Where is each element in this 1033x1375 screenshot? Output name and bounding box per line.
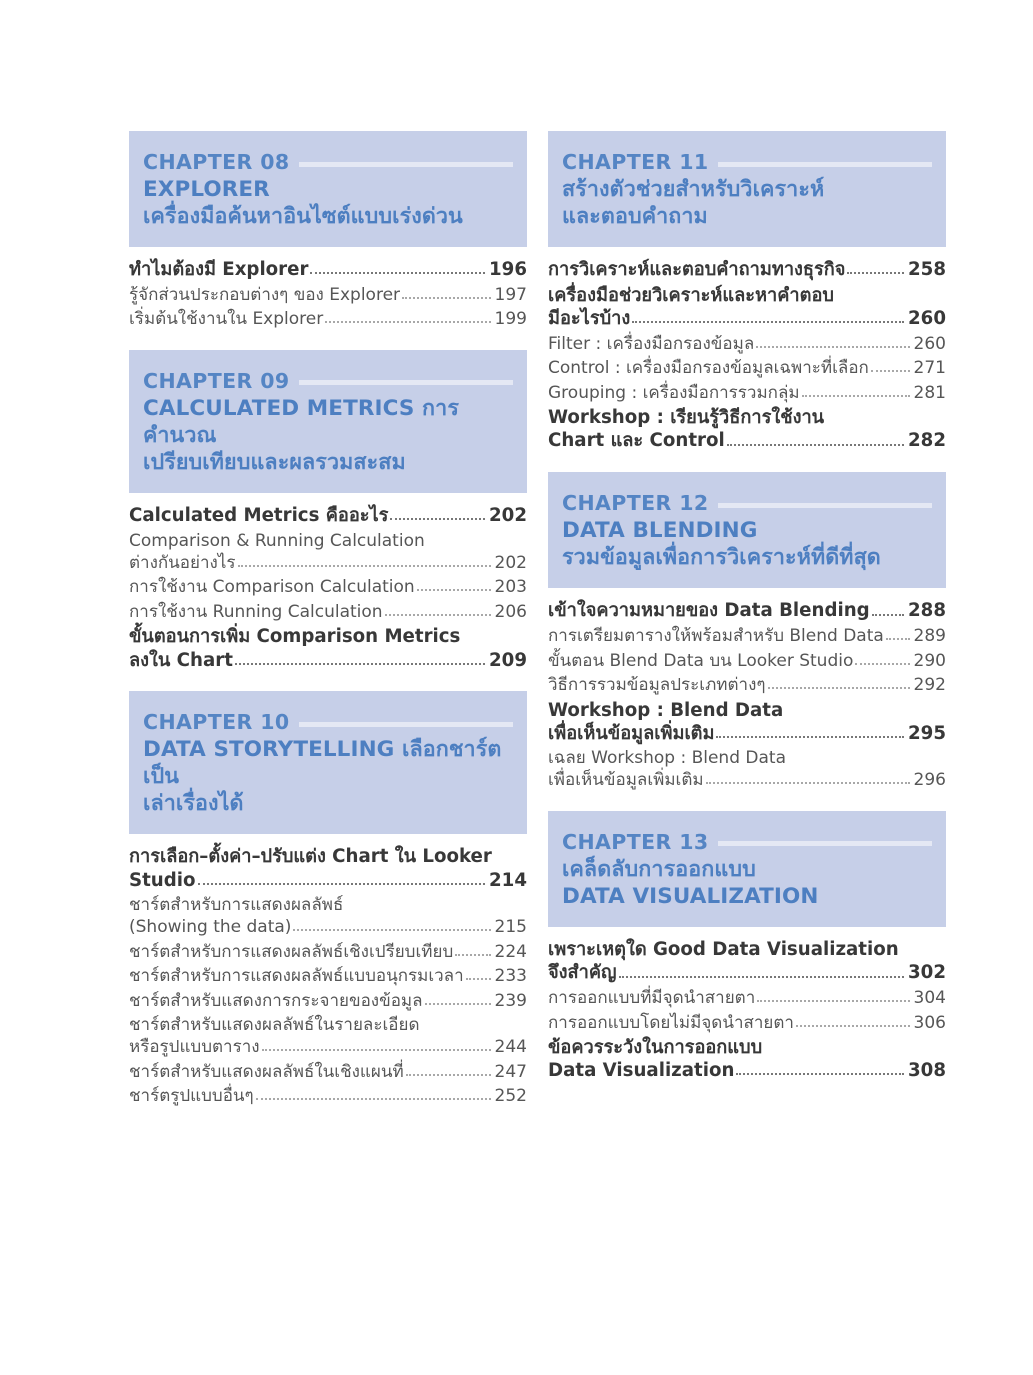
toc-leader-dots xyxy=(390,517,485,520)
chapter-entries-chapter-11 xyxy=(548,249,946,472)
chapter-rule-decoration xyxy=(299,162,513,167)
toc-entry-text: ต่างกันอย่างไร xyxy=(129,552,236,573)
chapter-title-line: EXPLORER xyxy=(143,177,270,202)
toc-page-number: 271 xyxy=(913,358,946,379)
toc-leader-dots xyxy=(256,1097,491,1100)
chapter-title-line: เปรียบเทียบและผลรวมสะสม xyxy=(143,450,406,476)
toc-entry[interactable] xyxy=(548,382,946,403)
toc-entry[interactable] xyxy=(129,941,527,962)
chapter-entries-chapter-09 xyxy=(129,495,527,691)
toc-entry[interactable] xyxy=(548,677,946,694)
toc-entry[interactable] xyxy=(129,1017,527,1034)
toc-leader-dots xyxy=(425,1002,491,1005)
toc-entry-text: Chart และ Control xyxy=(548,430,725,452)
toc-entry[interactable] xyxy=(129,507,527,525)
toc-page-number: 233 xyxy=(494,966,527,987)
chapter-header-chapter-11 xyxy=(548,131,946,247)
toc-entry[interactable] xyxy=(129,552,527,573)
chapter-label: CHAPTER 09 xyxy=(143,368,290,393)
chapter-label-row xyxy=(143,710,513,735)
toc-entry-text: เพื่อเห็นข้อมูลเพิ่มเติม xyxy=(548,770,704,791)
chapter-entries-chapter-08 xyxy=(129,249,527,350)
toc-entry-text: จึงสำคัญ xyxy=(548,962,617,984)
toc-page-number: 247 xyxy=(494,1061,527,1082)
toc-page-number: 258 xyxy=(908,259,946,281)
toc-entry-text: มีอะไรบ้าง xyxy=(548,308,631,330)
chapter-label-row xyxy=(562,830,932,855)
chapter-title-line: เคล็ดลับการออกแบบ xyxy=(562,856,756,882)
toc-entry-text: รู้จักส่วนประกอบต่างๆ ของ Explorer xyxy=(129,284,401,305)
toc-page-number: 282 xyxy=(908,430,946,452)
toc-entry[interactable] xyxy=(129,1088,527,1105)
toc-entry-text: เฉลย Workshop : Blend Data xyxy=(548,748,786,769)
toc-page-number: 196 xyxy=(489,259,527,281)
toc-entry-text: Workshop : เรียนรู้วิธีการใช้งาน xyxy=(548,407,825,429)
chapter-rule-decoration xyxy=(718,503,932,508)
toc-leader-dots xyxy=(716,735,904,738)
toc-leader-dots xyxy=(325,320,490,323)
toc-leader-dots xyxy=(293,928,490,931)
toc-entry-text: ขั้นตอนการเพิ่ม Comparison Metrics xyxy=(129,626,461,648)
toc-entry[interactable] xyxy=(129,968,527,985)
toc-leader-dots xyxy=(262,1048,491,1051)
chapter-title-line: DATA STORYTELLING เลือกชาร์ตเป็น xyxy=(143,737,502,790)
chapter-title-line: เครื่องมือค้นหาอินไซต์แบบเร่งด่วน xyxy=(143,204,463,230)
chapter-header-chapter-10 xyxy=(129,691,527,834)
toc-leader-dots xyxy=(238,564,491,567)
chapter-label: CHAPTER 13 xyxy=(562,829,709,854)
chapter-rule-decoration xyxy=(299,380,513,385)
toc-page-number: 209 xyxy=(489,649,527,671)
chapter-entries-chapter-13 xyxy=(548,929,946,1102)
toc-entry[interactable] xyxy=(548,284,946,306)
toc-entry-text: ข้อควรระวังในการออกแบบ xyxy=(548,1037,763,1058)
toc-entry-text: วิธีการรวมข้อมูลประเภทต่างๆ xyxy=(548,675,766,696)
toc-entry-text: การใช้งาน Running Calculation xyxy=(129,601,383,622)
toc-entry[interactable] xyxy=(548,722,946,744)
toc-entry[interactable] xyxy=(548,333,946,354)
chapter-entries-chapter-12 xyxy=(548,590,946,811)
toc-entry-text: ลงใน Chart xyxy=(129,649,233,671)
chapter-entries-chapter-10 xyxy=(129,836,527,1126)
chapter-title xyxy=(143,736,513,817)
chapter-title xyxy=(562,176,932,230)
chapter-label: CHAPTER 10 xyxy=(143,710,290,735)
toc-columns xyxy=(129,131,947,1127)
toc-entry-text: ชาร์ตรูปแบบอื่นๆ xyxy=(129,1086,254,1107)
toc-entry[interactable] xyxy=(129,311,527,328)
toc-entry-text: เครื่องมือช่วยวิเคราะห์และหาคำตอบ xyxy=(548,284,834,306)
toc-entry[interactable] xyxy=(548,941,946,959)
toc-entry[interactable] xyxy=(548,409,946,427)
toc-entry[interactable] xyxy=(129,601,527,622)
chapter-label-row xyxy=(562,491,932,516)
toc-entry-text: Comparison & Running Calculation xyxy=(129,530,425,551)
chapter-title-line: CALCULATED METRICS การคำนวณ xyxy=(143,395,459,448)
toc-entry-text: เพื่อเห็นข้อมูลเพิ่มเติม xyxy=(548,722,715,744)
toc-entry-text: ชาร์ตสำหรับการแสดงผลลัพธ์ xyxy=(129,895,344,916)
toc-entry[interactable] xyxy=(548,964,946,982)
toc-page-number: 214 xyxy=(489,869,527,891)
toc-leader-dots xyxy=(847,271,904,274)
toc-entry[interactable] xyxy=(548,1062,946,1080)
chapter-label: CHAPTER 08 xyxy=(143,150,290,174)
toc-entry-text: Filter : เครื่องมือกรองข้อมูล xyxy=(548,333,755,354)
toc-page-number: 288 xyxy=(908,600,946,622)
toc-page-number: 244 xyxy=(494,1037,527,1058)
toc-entry[interactable] xyxy=(129,897,527,914)
chapter-title xyxy=(143,176,513,230)
toc-page-number: 206 xyxy=(494,601,527,622)
toc-entry-text: การออกแบบโดยไม่มีจุดนำสายตา xyxy=(548,1012,794,1033)
chapter-rule-decoration xyxy=(299,722,513,727)
toc-entry[interactable] xyxy=(129,990,527,1011)
chapter-title-line: DATA BLENDING xyxy=(562,518,758,544)
toc-entry[interactable] xyxy=(548,310,946,328)
toc-column-right xyxy=(548,131,946,1127)
toc-entry[interactable] xyxy=(129,530,527,551)
toc-entry-text: เริ่มต้นใช้งานใน Explorer xyxy=(129,309,324,330)
toc-leader-dots xyxy=(706,781,910,784)
toc-entry-text: การออกแบบที่มีจุดนำสายตา xyxy=(548,988,756,1008)
toc-entry-text: (Showing the data) xyxy=(129,917,292,938)
toc-entry[interactable] xyxy=(129,579,527,596)
toc-entry-text: ชาร์ตสำหรับแสดงผลลัพธ์ในรายละเอียด xyxy=(129,1015,420,1036)
toc-entry[interactable] xyxy=(548,699,946,721)
toc-page-number: 295 xyxy=(908,722,946,744)
toc-page-number: 215 xyxy=(494,917,527,938)
toc-entry[interactable] xyxy=(548,750,946,767)
toc-entry[interactable] xyxy=(548,261,946,279)
chapter-title-line: DATA VISUALIZATION xyxy=(562,884,819,910)
chapter-title xyxy=(143,395,513,476)
toc-leader-dots xyxy=(768,686,910,689)
toc-page-number: 260 xyxy=(913,333,946,354)
chapter-header-chapter-13 xyxy=(548,811,946,927)
toc-leader-dots xyxy=(871,369,910,372)
toc-page-number: 304 xyxy=(913,988,946,1008)
toc-leader-dots xyxy=(455,953,490,956)
toc-entry[interactable] xyxy=(129,869,527,891)
toc-leader-dots xyxy=(802,394,910,397)
toc-leader-dots xyxy=(406,1073,491,1076)
toc-entry-text: การใช้งาน Comparison Calculation xyxy=(129,577,415,598)
toc-entry-text: เพราะเหตุใด Good Data Visualization xyxy=(548,939,899,961)
chapter-rule-decoration xyxy=(718,162,932,167)
toc-entry-text: การเลือก–ตั้งค่า–ปรับแต่ง Chart ใน Looker xyxy=(129,846,492,868)
chapter-title-line: รวมข้อมูลเพื่อการวิเคราะห์ที่ดีที่สุด xyxy=(562,545,881,571)
toc-entry-text: ขั้นตอน Blend Data บน Looker Studio xyxy=(548,650,854,671)
toc-entry[interactable] xyxy=(129,649,527,671)
toc-leader-dots xyxy=(886,637,910,640)
toc-leader-dots xyxy=(619,975,905,978)
toc-entry[interactable] xyxy=(548,1012,946,1033)
chapter-label-row xyxy=(562,150,932,175)
chapter-title-line: สร้างตัวช่วยสำหรับวิเคราะห์ xyxy=(562,177,825,202)
chapter-title-line: เล่าเรื่องได้ xyxy=(143,791,244,817)
toc-page-number: 296 xyxy=(913,770,946,791)
toc-page-number: 292 xyxy=(913,675,946,696)
toc-entry[interactable] xyxy=(548,1039,946,1057)
chapter-title-line: และตอบคำถาม xyxy=(562,204,708,230)
chapter-label-row xyxy=(143,369,513,394)
toc-entry[interactable] xyxy=(129,261,527,279)
toc-page-number: 197 xyxy=(494,284,527,305)
toc-entry[interactable] xyxy=(548,628,946,645)
toc-entry-text: ชาร์ตสำหรับการแสดงผลลัพธ์แบบอนุกรมเวลา xyxy=(129,966,464,987)
toc-entry[interactable] xyxy=(129,284,527,305)
toc-entry-text: ชาร์ตสำหรับการแสดงผลลัพธ์เชิงเปรียบเทียบ xyxy=(129,941,454,962)
toc-page-number: 260 xyxy=(908,308,946,330)
toc-entry[interactable] xyxy=(548,650,946,671)
toc-entry[interactable] xyxy=(548,990,946,1007)
toc-entry[interactable] xyxy=(129,1061,527,1082)
toc-page-number: 302 xyxy=(908,962,946,984)
toc-page-number: 203 xyxy=(494,577,527,598)
chapter-label: CHAPTER 11 xyxy=(562,150,709,174)
toc-leader-dots xyxy=(736,1072,904,1075)
toc-leader-dots xyxy=(385,613,491,616)
toc-entry[interactable] xyxy=(548,360,946,377)
toc-entry-text: Control : เครื่องมือกรองข้อมูลเฉพาะที่เลือก xyxy=(548,358,869,379)
toc-page-number: 239 xyxy=(494,990,527,1011)
chapter-rule-decoration xyxy=(718,841,932,846)
toc-page-number: 202 xyxy=(489,505,527,527)
toc-entry[interactable] xyxy=(129,919,527,936)
toc-entry-text: Studio xyxy=(129,869,196,891)
toc-page-number: 306 xyxy=(913,1012,946,1033)
toc-entry-text: ชาร์ตสำหรับแสดงการกระจายของข้อมูล xyxy=(129,990,423,1011)
toc-column-left xyxy=(129,131,527,1127)
toc-entry-text: Data Visualization xyxy=(548,1060,735,1082)
toc-entry[interactable] xyxy=(129,848,527,866)
toc-page-number: 281 xyxy=(913,382,946,403)
toc-page-number: 199 xyxy=(494,309,527,330)
toc-leader-dots xyxy=(872,613,904,616)
chapter-title xyxy=(562,517,932,571)
toc-entry[interactable] xyxy=(548,432,946,450)
toc-page-number: 290 xyxy=(913,650,946,671)
toc-page-number: 224 xyxy=(494,941,527,962)
toc-leader-dots xyxy=(235,662,485,665)
toc-entry-text: เข้าใจความหมายของ Data Blending xyxy=(548,600,870,622)
chapter-header-chapter-08 xyxy=(129,131,527,247)
toc-leader-dots xyxy=(756,345,909,348)
chapter-header-chapter-09 xyxy=(129,350,527,493)
toc-entry[interactable] xyxy=(129,628,527,646)
toc-entry-text: ทำไมต้องมี Explorer xyxy=(129,259,309,281)
toc-entry[interactable] xyxy=(129,1039,527,1056)
toc-leader-dots xyxy=(466,977,491,980)
chapter-label-row xyxy=(143,150,513,175)
toc-leader-dots xyxy=(417,588,491,591)
toc-leader-dots xyxy=(402,296,491,299)
toc-leader-dots xyxy=(757,999,909,1002)
toc-page-number: 308 xyxy=(908,1060,946,1082)
toc-entry-text: การเตรียมตารางให้พร้อมสำหรับ Blend Data xyxy=(548,626,884,647)
toc-leader-dots xyxy=(198,882,486,885)
toc-entry-text: การวิเคราะห์และตอบคำถามทางธุรกิจ xyxy=(548,259,846,281)
toc-page-number: 252 xyxy=(494,1086,527,1107)
toc-entry[interactable] xyxy=(548,772,946,789)
chapter-header-chapter-12 xyxy=(548,472,946,588)
chapter-label: CHAPTER 12 xyxy=(562,491,709,516)
toc-entry[interactable] xyxy=(548,602,946,620)
toc-page-number: 289 xyxy=(913,626,946,647)
toc-entry-text: Workshop : Blend Data xyxy=(548,699,784,721)
toc-page-number: 202 xyxy=(494,552,527,573)
toc-leader-dots xyxy=(796,1024,910,1027)
toc-entry-text: Grouping : เครื่องมือการรวมกลุ่ม xyxy=(548,382,800,403)
chapter-title xyxy=(562,856,932,910)
toc-leader-dots xyxy=(310,271,485,274)
toc-entry-text: หรือรูปแบบตาราง xyxy=(129,1037,260,1058)
toc-leader-dots xyxy=(727,443,904,446)
toc-leader-dots xyxy=(855,662,909,665)
toc-entry-text: Calculated Metrics คืออะไร xyxy=(129,505,389,527)
toc-entry-text: ชาร์ตสำหรับแสดงผลลัพธ์ในเชิงแผนที่ xyxy=(129,1061,404,1082)
toc-leader-dots xyxy=(632,320,904,323)
